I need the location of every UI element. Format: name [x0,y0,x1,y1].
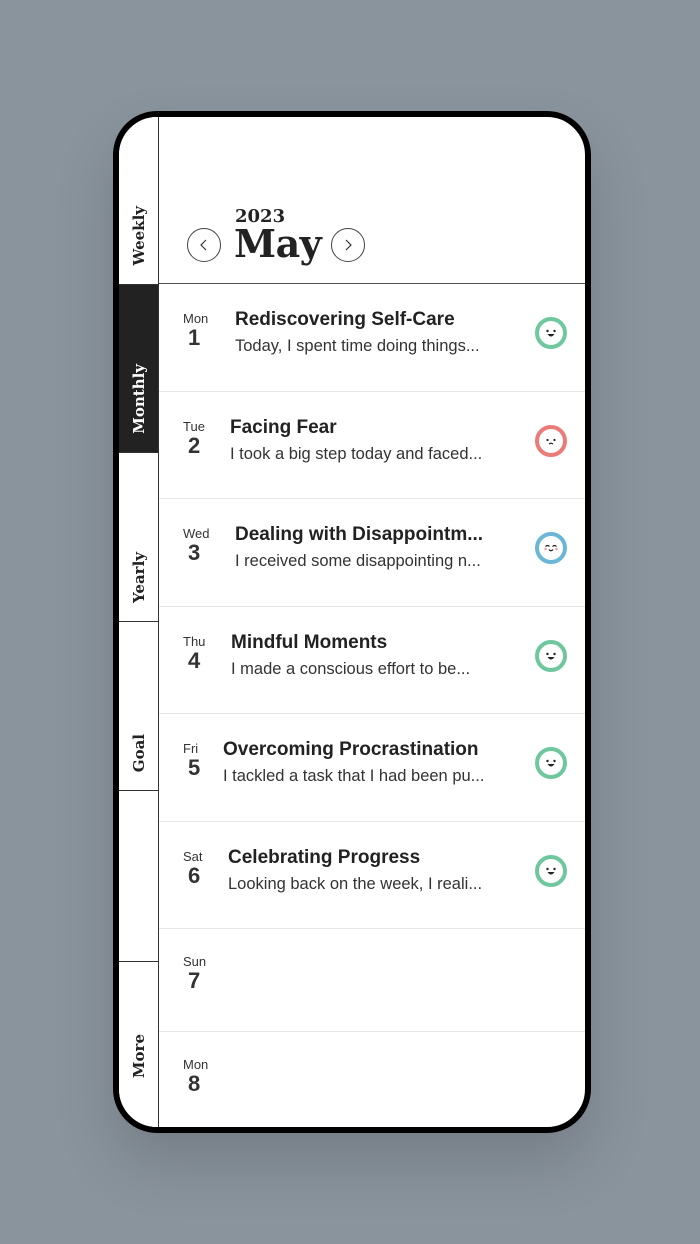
view-sidebar [119,117,159,1127]
month-header [159,117,585,284]
entry-day-number: 1 [188,325,201,350]
tab-weekly[interactable] [119,117,158,285]
tab-more-label: More [129,1033,148,1078]
tab-goal-label: Goal [129,733,148,772]
mood-happy-icon [535,747,567,779]
entry-title: Overcoming Procrastination [223,739,479,760]
entry-day-number: 2 [188,433,201,458]
entry-row-empty[interactable] [159,1032,585,1133]
entry-preview: I took a big step today and faced... [230,445,483,463]
entry-row[interactable] [159,607,585,714]
entry-day-number: 6 [188,863,201,888]
tab-weekly-label: Weekly [129,206,148,266]
tab-monthly[interactable] [119,285,158,453]
entry-weekday: Wed [183,526,210,541]
entry-weekday: Mon [183,311,209,326]
mood-happy-icon [535,640,567,672]
year-label: 2023 [235,206,286,227]
chevron-left-icon [198,239,210,251]
month-title: May [234,221,322,266]
entry-preview: I received some disappointing n... [235,552,481,570]
chevron-right-icon [342,239,354,251]
entry-title: Celebrating Progress [228,847,421,868]
entry-weekday: Sat [183,849,203,864]
entry-title: Facing Fear [230,417,337,438]
entry-preview: Looking back on the week, I reali... [228,875,483,893]
entry-title: Mindful Moments [231,632,388,653]
entry-weekday: Sun [183,954,207,969]
tab-monthly-label: Monthly [129,364,148,434]
entry-title: Rediscovering Self-Care [235,309,455,330]
prev-month-button[interactable] [187,228,221,262]
tab-more[interactable] [119,962,158,1096]
tab-yearly-label: Yearly [129,552,148,603]
phone-frame [113,111,591,1133]
entry-day-number: 3 [188,540,201,565]
tab-empty[interactable] [119,791,158,962]
entry-row-empty[interactable] [159,929,585,1032]
entry-day-number: 8 [188,1071,201,1096]
entry-day-number: 7 [188,968,201,993]
entry-preview: I made a conscious effort to be... [231,660,471,678]
entry-row[interactable] [159,392,585,499]
entry-row[interactable] [159,822,585,929]
entry-weekday: Fri [183,741,199,756]
tab-yearly[interactable] [119,453,158,622]
entry-row[interactable] [159,284,585,392]
entry-weekday: Tue [183,419,205,434]
entry-day-number: 5 [188,755,201,780]
mood-nervous-icon [535,425,567,457]
mood-happy-icon [535,317,567,349]
mood-content-icon [535,532,567,564]
entry-title: Dealing with Disappointm... [235,524,484,545]
entry-preview: I tackled a task that I had been pu... [223,767,485,785]
entry-preview: Today, I spent time doing things... [235,337,480,355]
entry-list [159,284,585,1127]
mood-happy-icon [535,855,567,887]
entry-row[interactable] [159,499,585,607]
next-month-button[interactable] [331,228,365,262]
entry-row[interactable] [159,714,585,822]
entry-day-number: 4 [188,648,201,673]
entry-weekday: Thu [183,634,206,649]
entry-weekday: Mon [183,1057,209,1072]
tab-goal[interactable] [119,622,158,791]
